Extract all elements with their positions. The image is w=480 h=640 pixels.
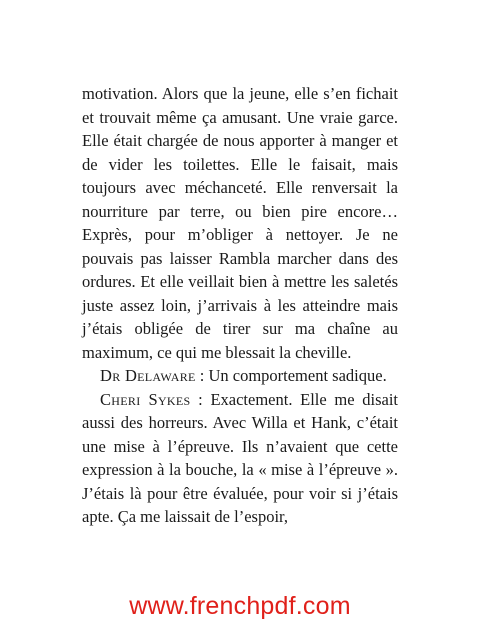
paragraph-text: motivation. Alors que la jeune, elle s’en fichait et trouvait même ça amusant. Une vraie garce. Elle était chargée de nous apporter à manger et de vider les toilettes. Elle le faisait, mais toujours avec méchanceté. Elle renversait la nourriture par terre, ou bien pire encore… Exprès, pour m’obliger à nettoyer. Je ne pouvais pas laisser Rambla marcher dans des ordures. Et elle veillait bien à mettre les saletés juste assez loin, j’arrivais à les atteindre mais j’étais obligée de tirer sur ma chaîne au maximum, ce qui me blessait la cheville. [82, 84, 398, 362]
watermark: www.frenchpdf.com [129, 592, 351, 620]
dialogue-line-sykes [82, 388, 398, 529]
speaker-name: Cheri Sykes [100, 389, 191, 409]
dialogue-text: : Un comportement sadique. [195, 366, 387, 385]
paragraph-continuation [82, 82, 398, 364]
document-body [82, 82, 398, 529]
dialogue-line-delaware [82, 364, 398, 388]
speaker-name: Dr Delaware [100, 366, 196, 385]
dialogue-text: : Exactement. Elle me disait aussi des horreurs. Avec Willa et Hank, c’était une mise à l’épreuve. Ils n’avaient que cette expression à la bouche, la « mise à l’épreuve ». J’étais là pour être évaluée, pour voir si j’étais apte. Ça me laissait de l’espoir, [82, 389, 398, 526]
